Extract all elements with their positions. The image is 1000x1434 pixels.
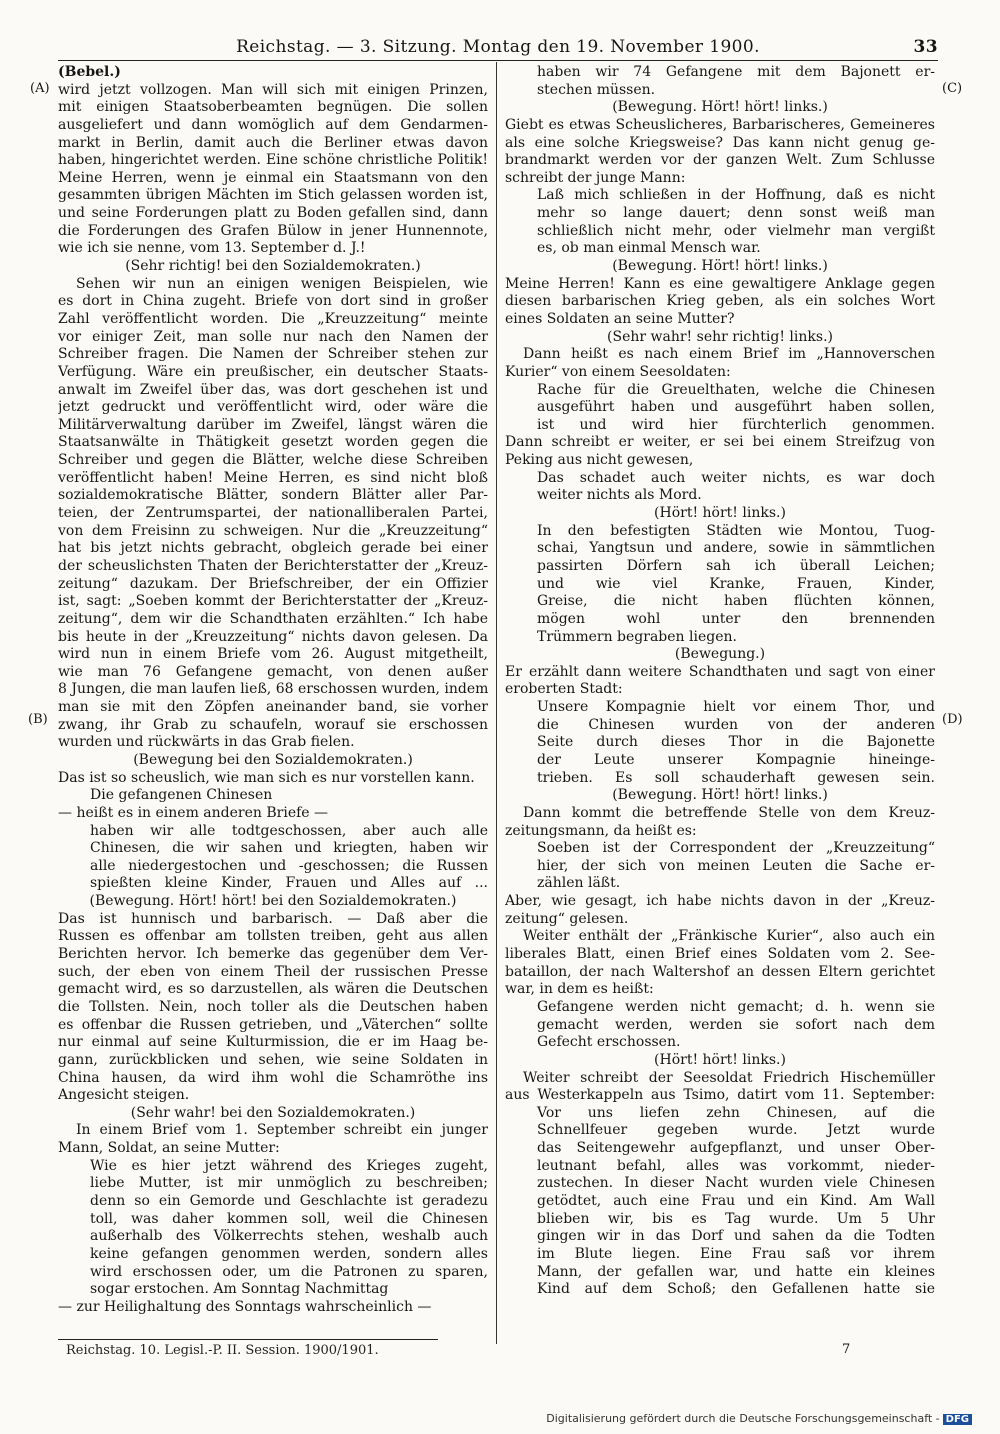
text-line: jetzt gedruckt und veröffentlicht wird, oder wäre die <box>58 399 488 416</box>
text-line: sogar erstochen. Am Sonntag Nachmittag <box>90 1281 389 1298</box>
text-line: such, der eben von einem Theil der russischen Presse <box>58 963 488 980</box>
text-line: eines Soldaten an seine Mutter? <box>505 310 735 327</box>
text-line: (Bewegung. Hört! hört! links.) <box>612 99 828 116</box>
text-line: im Blute liegen. Eine Frau saß vor ihrem <box>537 1245 935 1262</box>
text-line: vor einiger Zeit, man solle nur nach den Namen der <box>58 328 488 345</box>
text-line: Zahl veröffentlicht worden. Die „Kreuzzeitung“ meinte <box>58 310 488 327</box>
text-line: zustechen. In dieser Nacht wurden viele Chinesen <box>537 1175 935 1192</box>
text-line: Kind auf dem Schoß; den Gefallenen hatte sie <box>537 1281 935 1298</box>
text-line: bis heute in der „Kreuzzeitung“ nichts davon gelesen. Da <box>58 628 488 645</box>
text-line: Das ist so scheuslich, wie man sich es nur vorstellen kann. <box>58 769 475 786</box>
text-line: Laß mich schließen in der Hoffnung, daß es nicht <box>537 187 935 204</box>
text-line: Meine Herren! Kann es eine gewaltigere Anklage gegen <box>505 275 935 292</box>
text-line: nur einmal auf seine Kulturmission, die er im Haag be- <box>58 1034 488 1051</box>
text-line: wird erschossen oder, um die Patronen zu sparen, <box>90 1263 488 1280</box>
text-line: (Hört! hört! links.) <box>654 1051 786 1068</box>
text-line: schreibt der junge Mann: <box>505 169 686 186</box>
text-line: wird nun in einem Briefe vom 26. August mitgetheilt, <box>58 646 488 663</box>
text-line: mit einigen Staatsoberbeamten begnügen. Die sollen <box>58 99 488 116</box>
text-line: (Bewegung bei den Sozialdemokraten.) <box>133 751 413 768</box>
text-line: die Chinesen wurden von der anderen <box>537 716 935 733</box>
text-line: Berichten hervor. Ich bemerke das gegenüber dem Ver- <box>58 946 488 963</box>
text-line: zeitung“ dazukam. Der Briefschreiber, der ein Offizier <box>58 575 488 592</box>
text-line: Trümmern begraben liegen. <box>537 628 737 645</box>
text-line: Meine Herren, wenn je einmal ein Staatsmann von den <box>58 169 488 186</box>
header-title: Reichstag. — 3. Sitzung. Montag den 19. November 1900. <box>236 37 760 57</box>
text-line: Aber, wie gesagt, ich habe nichts davon in der „Kreuz- <box>505 893 935 910</box>
text-line: das Seitengewehr aufgepflanzt, und unser Ober- <box>537 1140 935 1157</box>
text-line: Die gefangenen Chinesen <box>90 787 273 804</box>
text-line: es offenbar die Russen getrieben, und „Väterchen“ sollte <box>58 1016 488 1033</box>
text-line: wird jetzt vollzogen. Man will sich mit einigen Prinzen, <box>58 81 488 98</box>
text-line: liberales Blatt, einen Brief eines Soldaten vom 2. See- <box>505 946 935 963</box>
text-line: Staatsanwälte in Thätigkeit gesetzt worden gegen die <box>58 434 488 451</box>
text-line: In den befestigten Städten wie Montou, Tuog- <box>537 522 935 539</box>
text-line: mögen wohl unter den brennenden <box>537 610 935 627</box>
right-column <box>505 64 935 1299</box>
text-line: Schreiber fragen. Die Namen der Schreiber stehen zur <box>58 346 488 363</box>
left-column <box>58 64 488 1316</box>
text-line: Greise, die nicht haben flüchten können, <box>537 593 935 610</box>
text-line: die Tollsten. Nein, noch toller als die Deutschen haben <box>58 998 488 1015</box>
text-line: (Bewegung. Hört! hört! links.) <box>612 258 828 275</box>
text-line: Weiter schreibt der Seesoldat Friedrich Hischemüller <box>523 1069 935 1086</box>
text-line: hier, der sich von meinen Leuten die Sache er- <box>537 857 935 874</box>
text-line: schließlich nicht mehr, oder vielmehr man vergißt <box>537 222 935 239</box>
text-line: 8 Jungen, die man laufen ließ, 68 erschossen wurden, indem <box>58 681 488 698</box>
text-line: gesammten übrigen Mächten im Stich gelassen worden ist, <box>58 187 488 204</box>
margin-marker-a: (A) <box>30 81 50 96</box>
credit-text: Digitalisierung gefördert durch die Deutsche Forschungsgemeinschaft - <box>546 1412 940 1425</box>
text-line: diesen barbarischen Krieg geben, als ein solches Wort <box>505 293 935 310</box>
text-line: toll, was daher kommen soll, weil die Chinesen <box>90 1210 488 1227</box>
text-line: ist, sagt: „Soeben kommt der Berichterstatter der „Kreuz- <box>58 593 488 610</box>
text-line: Giebt es etwas Scheuslicheres, Barbarischeres, Gemeineres <box>505 116 935 133</box>
text-line: ausgeführt haben und ausgeführt haben sollen, <box>537 399 935 416</box>
text-line: Sehen wir nun an einigen wenigen Beispielen, wie <box>76 275 488 292</box>
text-line: liebe Mutter, ist mir unmöglich zu beschreiben; <box>90 1175 488 1192</box>
text-line: keine gefangen genommen werden, sondern alles <box>90 1245 488 1262</box>
text-line: haben wir alle todtgeschossen, aber auch alle <box>90 822 488 839</box>
text-line: gingen wir in das Dorf und sahen da die Todten <box>537 1228 935 1245</box>
text-line: der Leute unserer Kompagnie hineinge- <box>537 751 935 768</box>
text-line: Kurier“ von einem Seesoldaten: <box>505 363 731 380</box>
text-line: ist und wird hier fürchterlich genommen. <box>537 416 935 433</box>
text-line: Vor uns liefen zehn Chinesen, auf die <box>537 1104 935 1121</box>
text-line: sozialdemokratische Blätter, sondern Blätter aller Par- <box>58 487 488 504</box>
text-line: Angesicht steigen. <box>58 1087 190 1104</box>
text-line: zählen läßt. <box>537 875 621 892</box>
text-line: anwalt im Zweifel über das, was dort geschehen ist und <box>58 381 488 398</box>
text-line: Rache für die Greuelthaten, welche die Chinesen <box>537 381 935 398</box>
text-line: leutnant befahl, alles was vorkommt, nieder- <box>537 1157 935 1174</box>
text-line: gann, zurückblicken und sehen, wie seine Soldaten in <box>58 1051 488 1068</box>
text-line: haben wir 74 Gefangene mit dem Bajonett er- <box>537 64 935 80</box>
text-line: Weiter enthält der „Fränkische Kurier“, also auch ein <box>523 928 935 945</box>
text-line: und seine Forderungen platt zu Boden gefallen sind, dann <box>58 205 488 222</box>
text-line: getödtet, auch eine Frau und ein Kind. Am Wall <box>537 1193 935 1209</box>
text-line: (Hört! hört! links.) <box>654 505 786 522</box>
footer-session-info: Reichstag. 10. Legisl.-P. II. Session. 1900/1901. <box>66 1343 379 1358</box>
text-line: mehr so lange dauert; denn sonst weiß man <box>537 205 935 222</box>
text-line: markt in Berlin, damit auch die Berliner etwas davon <box>58 134 488 151</box>
footer-rule <box>58 1339 438 1340</box>
text-line: Mann, Soldat, an seine Mutter: <box>58 1140 280 1157</box>
text-line: man sie mit den Zöpfen aneinander band, sie vorher <box>58 699 488 716</box>
text-line: Gefangene werden nicht gemacht; d. h. wenn sie <box>537 998 935 1015</box>
text-line: schai, Yangtsun und andere, sowie in sämmtlichen <box>537 540 935 557</box>
text-line: trieben. Es soll schauderhaft gewesen sein. <box>537 769 935 786</box>
text-line: Militärverwaltung darüber im Zweifel, längst wären die <box>58 416 488 433</box>
text-line: Das ist hunnisch und barbarisch. — Daß aber die <box>58 910 488 927</box>
text-line: zwang, ihr Grab zu schaufeln, worauf sie erschossen <box>58 716 488 733</box>
text-line: wie man 76 Gefangene gemacht, von denen außer <box>58 663 488 680</box>
text-line: zeitungsmann, da heißt es: <box>505 822 697 839</box>
text-line: Das schadet auch weiter nichts, es war doch <box>537 469 935 486</box>
text-line: gemacht werden, werden sie sofort nach dem <box>537 1016 935 1033</box>
text-line: hat bis jetzt nichts gebracht, obgleich gerade bei einer <box>58 540 488 557</box>
page-number: 33 <box>913 37 938 57</box>
text-line: der scheuslichsten Thaten der Berichterstatter der „Kreuz- <box>58 557 488 574</box>
text-line: brandmarkt werden vor der ganzen Welt. Zum Schlusse <box>505 152 935 169</box>
text-line: passirten Dörfern sah ich überall Leichen; <box>537 557 935 574</box>
text-line: außerhalb des Völkerrechts stehen, weshalb auch <box>90 1228 488 1245</box>
text-line: (Bebel.) <box>58 64 121 80</box>
text-line: stechen müssen. <box>537 81 656 98</box>
text-line: (Bewegung.) <box>674 646 766 663</box>
text-line: (Sehr richtig! bei den Sozialdemokraten.) <box>125 258 421 275</box>
text-line: spießten kleine Kinder, Frauen und Alles auf ... <box>90 875 488 892</box>
text-line: es, ob man einmal Mensch war. <box>537 240 761 257</box>
text-line: zeitung“, dem wir die Schandthaten erzählten.“ Ich habe <box>58 610 488 627</box>
text-line: gemacht wird, es so darzustellen, als wären die Deutschen <box>58 981 488 998</box>
text-line: Er erzählt dann weitere Schandthaten und sagt von einer <box>505 663 935 680</box>
page-header <box>58 37 938 59</box>
text-line: es dort in China zugeht. Briefe von dort sind in großer <box>58 293 488 310</box>
text-line: denn so ein Gemorde und Geschlachte ist geradezu <box>90 1193 488 1209</box>
text-line: (Bewegung. Hört! hört! bei den Sozialdemokraten.) <box>89 893 457 910</box>
text-line: Peking aus nicht gewesen, <box>505 452 694 469</box>
dfg-logo: DFG <box>943 1414 972 1425</box>
text-line: eroberten Stadt: <box>505 681 623 698</box>
text-line: Unsere Kompagnie hielt vor einem Thor, und <box>537 699 935 716</box>
text-line: die Forderungen des Grafen Bülow in jener Hunnennote, <box>58 222 488 239</box>
digitization-credit <box>546 1412 972 1425</box>
text-line: alle niedergestochen und -geschossen; die Russen <box>90 857 488 874</box>
text-line: Wie es hier jetzt während des Krieges zugeht, <box>90 1157 488 1174</box>
text-line: und wie viel Kranke, Frauen, Kinder, <box>537 575 935 592</box>
header-rule <box>58 60 938 61</box>
text-line: veröffentlicht haben! Meine Herren, es sind nicht bloß <box>58 469 488 486</box>
text-line: haben, hingerichtet werden. Eine schöne christliche Politik! <box>58 152 488 169</box>
text-line: Chinesen, die wir sahen und kriegten, haben wir <box>90 840 488 857</box>
text-line: weiter nichts als Mord. <box>537 487 702 504</box>
text-line: — heißt es in einem anderen Briefe — <box>58 804 329 821</box>
text-line: wurden und rückwärts in das Grab fielen. <box>58 734 355 751</box>
text-line: (Sehr wahr! bei den Sozialdemokraten.) <box>130 1104 416 1121</box>
text-line: China hausen, da wird ihm wohl die Schamröthe ins <box>58 1069 488 1086</box>
text-line: ausgeliefert und dann womöglich auf dem Gendarmen- <box>58 116 488 133</box>
text-line: wie ich sie nenne, vom 13. September d. J.! <box>58 240 366 257</box>
footer-signature: 7 <box>842 1342 851 1357</box>
text-line: Schnellfeuer gegeben wurde. Jetzt wurde <box>537 1122 935 1139</box>
text-line: Dann heißt es nach einem Brief im „Hannoverschen <box>523 346 935 363</box>
text-line: zeitung“ gelesen. <box>505 910 629 927</box>
text-line: Dann kommt die betreffende Stelle von dem Kreuz- <box>523 804 935 821</box>
text-line: teien, der Zentrumspartei, der nationalliberalen Partei, <box>58 505 488 522</box>
text-line: Gefecht erschossen. <box>537 1034 681 1051</box>
margin-marker-c: (C) <box>942 81 963 96</box>
text-line: Soeben ist der Correspondent der „Kreuzzeitung“ <box>537 840 935 857</box>
text-line: als eine solche Kriegsweise? Das kann nicht genug ge- <box>505 134 935 151</box>
text-line: (Bewegung. Hört! hört! links.) <box>612 787 828 804</box>
text-line: (Sehr wahr! sehr richtig! links.) <box>607 328 833 345</box>
text-line: — zur Heilighaltung des Sonntags wahrscheinlich — <box>58 1298 432 1315</box>
text-line: Russen es offenbar am tollsten treiben, geht aus allen <box>58 928 488 945</box>
margin-marker-b: (B) <box>28 712 48 727</box>
margin-marker-d: (D) <box>942 712 963 727</box>
text-line: In einem Brief vom 1. September schreibt ein junger <box>76 1122 488 1139</box>
text-line: bataillon, der nach Waltershof an dessen Eltern gerichtet <box>505 963 935 980</box>
text-line: von dem Freisinn zu schweigen. Nur die „Kreuzzeitung“ <box>58 522 488 539</box>
text-line: Mann, der gefallen war, und hatte ein kleines <box>537 1263 935 1280</box>
text-line: Dann schreibt er weiter, er sei bei einem Streifzug von <box>505 434 935 451</box>
text-line: Schreiber und gegen die Blätter, welche diese Schreiben <box>58 452 488 469</box>
text-line: blieben wir, bis es Tag wurde. Um 5 Uhr <box>537 1210 935 1227</box>
text-line: aus Westerkappeln aus Tsimo, datirt vom 11. September: <box>505 1087 935 1104</box>
text-line: Verfügung. Wäre ein preußischer, ein deutscher Staats- <box>58 363 488 380</box>
text-line: war, in dem es heißt: <box>505 981 654 998</box>
column-divider <box>496 62 497 1344</box>
text-line: Seite durch dieses Thor in die Bajonette <box>537 734 935 751</box>
